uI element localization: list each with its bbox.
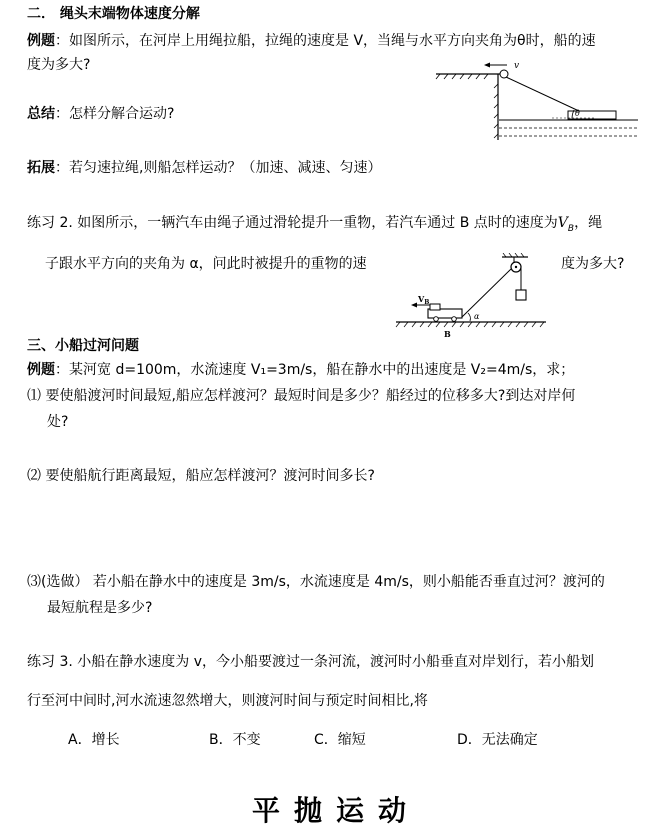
v-label: v: [514, 61, 520, 71]
example-paragraph-1-cont: 度为多大?: [27, 57, 91, 73]
extension-paragraph: [27, 158, 381, 178]
rope-boat-diagram: [432, 60, 640, 142]
option-a: A．增长: [68, 732, 120, 748]
car-pulley-diagram: [390, 253, 550, 339]
example-paragraph-3: [27, 360, 574, 380]
question-1-line-1: ⑴ 要使船渡河时间最短,船应怎样渡河？最短时间是多少？船经过的位移多大?到达对岸何: [27, 388, 576, 404]
option-b: B．不变: [209, 732, 261, 748]
alpha-label: α: [474, 312, 480, 321]
example-label: 例题: [27, 33, 55, 49]
option-c: C．缩短: [314, 732, 366, 748]
b-point-label: B: [444, 329, 451, 339]
weight-icon: [516, 290, 526, 300]
exercise-2-text-end: ，绳: [574, 215, 603, 231]
question-2: ⑵ 要使船航行距离最短，船应怎样渡河？渡河时间多长?: [27, 468, 375, 484]
vb-label: $V_B$: [418, 294, 430, 306]
vb-subscript: B: [567, 223, 575, 234]
chapter-title: 平抛运动: [252, 794, 421, 827]
example-paragraph-1: [27, 31, 596, 51]
question-3-line-2: 最短航程是多少?: [47, 600, 153, 616]
option-d: D．无法确定: [457, 732, 538, 748]
exercise-3-line-1: 练习 3. 小船在静水速度为 v，今小船要渡过一条河流，渡河时小船垂直对岸划行，若小船划: [27, 654, 594, 670]
summary-paragraph: [27, 104, 174, 124]
question-3-line-1: ⑶(选做） 若小船在静水中的速度是 3m/s，水流速度是 4m/s，则小船能否垂直过河？渡河的: [27, 574, 605, 590]
section-title-3: 三、小船过河问题: [27, 338, 139, 354]
exercise-2-line-2b: 度为多大?: [561, 256, 625, 272]
example-text: ：如图所示，在河岸上用绳拉船，拉绳的速度是 V，当绳与水平方向夹角为θ时，船的速: [55, 33, 596, 49]
exercise-2-text: 练习 2. 如图所示，一辆汽车由绳子通过滑轮提升一重物，若汽车通过 B 点时的速度为: [27, 215, 558, 231]
vb-symbol: V: [557, 215, 568, 231]
exercise-2-line-1: [27, 213, 602, 239]
question-1-line-2: 处?: [47, 414, 69, 430]
exercise-3-line-2: 行至河中间时,河水流速忽然增大，则渡河时间与预定时间相比,将: [27, 693, 428, 709]
summary-text: ：怎样分解合运动?: [55, 106, 175, 122]
example-text: ：某河宽 d=100m，水流速度 V₁=3m/s，船在静水中的出速度是 V₂=4m/s，求；: [55, 362, 575, 378]
summary-label: 总结: [27, 106, 55, 122]
theta-label: θ: [575, 109, 580, 118]
pulley-icon: [500, 70, 508, 78]
example-label: 例题: [27, 362, 55, 378]
extension-text: ：若匀速拉绳,则船怎样运动？（加速、减速、匀速）: [55, 160, 382, 176]
extension-label: 拓展: [27, 160, 55, 176]
exercise-2-line-2a: 子跟水平方向的夹角为 α，问此时被提升的重物的速: [45, 256, 367, 272]
section-title-2: 二． 绳头末端物体速度分解: [27, 6, 200, 22]
